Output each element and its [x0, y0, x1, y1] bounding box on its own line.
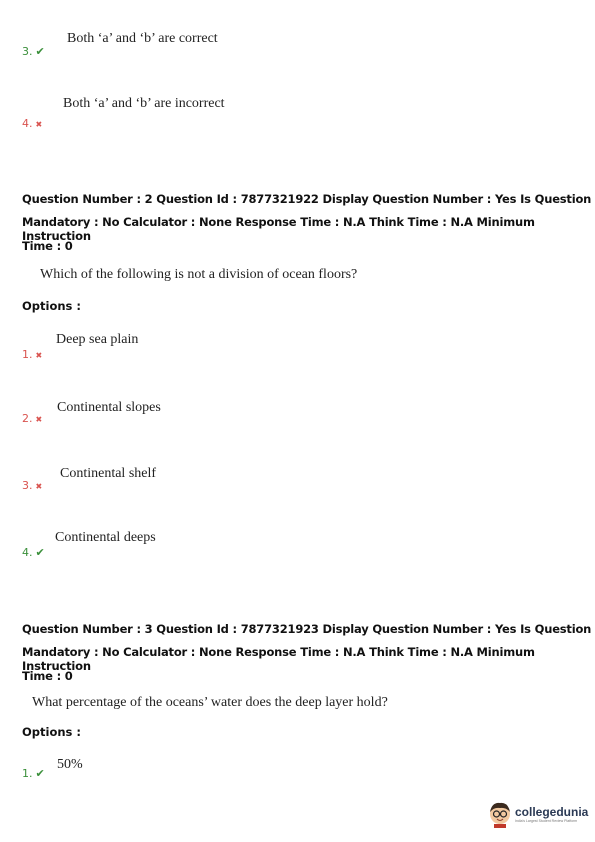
option-text: Deep sea plain [56, 332, 139, 347]
option-row [22, 40, 45, 59]
option-number: 1. [22, 348, 33, 361]
incorrect-cross-icon: ✖ [35, 482, 43, 491]
question-meta-line: Mandatory : No Calculator : None Response Time : N.A Think Time : N.A Minimum Instruction [22, 215, 535, 243]
option-row [22, 343, 42, 362]
option-number: 4. [22, 117, 33, 130]
option-row [22, 112, 42, 131]
option-text: Continental shelf [60, 466, 157, 481]
option-text: Both ‘a’ and ‘b’ are correct [67, 31, 218, 46]
mascot-icon [488, 800, 512, 828]
option-text: Continental deeps [55, 530, 156, 545]
logo-tagline: India's Largest Student Review Platform [515, 819, 578, 823]
options-label: Options : [22, 299, 81, 313]
question-meta-line: Question Number : 3 Question Id : 7877321923 Display Question Number : Yes Is Question [22, 622, 592, 636]
question-text: What percentage of the oceans’ water does the deep layer hold? [32, 695, 388, 710]
option-row [22, 474, 42, 493]
options-label: Options : [22, 725, 81, 739]
option-number: 2. [22, 412, 33, 425]
option-number: 1. [22, 767, 33, 780]
option-row [22, 407, 42, 426]
incorrect-cross-icon: ✖ [35, 120, 43, 129]
option-text: Continental slopes [57, 400, 161, 415]
option-text: 50% [57, 757, 83, 772]
option-number: 3. [22, 479, 33, 492]
correct-check-icon: ✔ [35, 767, 45, 780]
option-row [22, 762, 45, 781]
incorrect-cross-icon: ✖ [35, 351, 43, 360]
logo-wordmark: collegedunia [515, 805, 589, 819]
option-number: 4. [22, 546, 33, 559]
question-text: Which of the following is not a division of ocean floors? [40, 267, 358, 282]
question-meta-line: Question Number : 2 Question Id : 7877321922 Display Question Number : Yes Is Question [22, 192, 592, 206]
option-row [22, 541, 45, 560]
question-meta-line: Time : 0 [22, 669, 73, 683]
question-meta-line: Mandatory : No Calculator : None Response Time : N.A Think Time : N.A Minimum Instruction [22, 645, 535, 673]
correct-check-icon: ✔ [35, 546, 45, 559]
option-text: Both ‘a’ and ‘b’ are incorrect [63, 96, 225, 111]
question-meta-line: Time : 0 [22, 239, 73, 253]
option-number: 3. [22, 45, 33, 58]
collegedunia-logo [488, 800, 588, 828]
incorrect-cross-icon: ✖ [35, 415, 43, 424]
correct-check-icon: ✔ [35, 45, 45, 58]
